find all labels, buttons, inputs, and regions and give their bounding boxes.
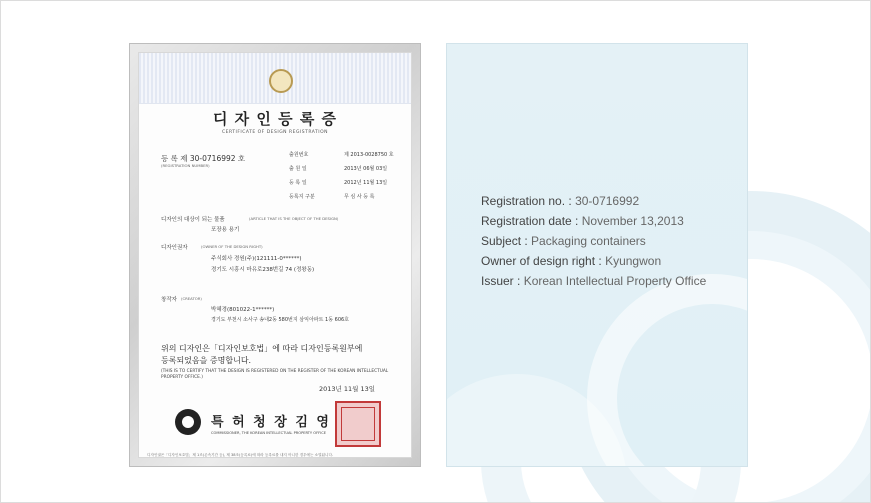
panel-decoration bbox=[587, 274, 748, 467]
certification-statement-en: (THIS IS TO CERTIFY THAT THE DESIGN IS REGISTERED ON THE REGISTER OF THE KOREAN INTELLECTUAL PROPERTY OFFICE.) bbox=[161, 369, 389, 380]
certification-statement bbox=[161, 343, 362, 367]
filing-label: 출 원 일 bbox=[289, 166, 307, 172]
registration-number-row bbox=[481, 191, 706, 211]
creator-label: 창작자 bbox=[161, 297, 177, 303]
issuer-row bbox=[481, 271, 706, 291]
class-label: 등록지 구분 bbox=[289, 194, 315, 200]
info-panel bbox=[446, 43, 748, 467]
issuer-value: Korean Intellectual Property Office bbox=[523, 274, 707, 288]
registration-number-value: 30-0716992 bbox=[575, 194, 640, 208]
official-seal-icon bbox=[335, 401, 381, 447]
commissioner-title-en: COMMISSIONER, THE KOREAN INTELLECTUAL PROPERTY OFFICE bbox=[211, 431, 327, 435]
registration-number: 등 록 제 30-0716992 호 bbox=[161, 154, 246, 163]
creator-address: 경기도 부천시 소사구 송내2동 580번지 삼익아파트 1동 606호 bbox=[211, 317, 350, 323]
article-value: 포장용 용기 bbox=[211, 227, 240, 233]
creator-name: 박혜경(801022-1******) bbox=[211, 307, 275, 313]
registration-date-value: November 13,2013 bbox=[581, 214, 684, 228]
registration-date-row bbox=[481, 211, 706, 231]
registration-details bbox=[481, 191, 706, 291]
certificate-sheet bbox=[138, 52, 412, 458]
kipo-logo-icon bbox=[175, 409, 201, 435]
owner-label: 디자인권자 bbox=[161, 245, 188, 251]
application-label: 출원번호 bbox=[289, 152, 309, 158]
registration-number-en: (REGISTRATION NUMBER) bbox=[161, 163, 210, 168]
issue-date: 2013년 11월 13일 bbox=[319, 385, 376, 393]
owner-name: 주식회사 경원(주)(121111-0******) bbox=[211, 256, 302, 262]
subject-label: Subject : bbox=[481, 234, 528, 248]
owner-address: 경기도 시흥시 마유로238번길 74 (정왕동) bbox=[211, 267, 315, 273]
filing-date: 2013년 06월 03일 bbox=[344, 166, 388, 172]
owner-label: Owner of design right : bbox=[481, 254, 602, 268]
commissioner-name: 특 허 청 장 김 영 bbox=[211, 415, 331, 430]
statement-line-2: 등록되었음을 증명합니다. bbox=[161, 356, 252, 365]
article-label-en: (ARTICLE THAT IS THE OBJECT OF THE DESIGN) bbox=[249, 216, 339, 221]
registration-date-label: Registration date : bbox=[481, 214, 579, 228]
registration-number-label: Registration no. : bbox=[481, 194, 572, 208]
certificate-image bbox=[129, 43, 421, 467]
subject-value: Packaging containers bbox=[531, 234, 646, 248]
certificate-title: 디 자 인 등 록 증 bbox=[212, 110, 338, 128]
application-number: 제 2013-0028750 호 bbox=[344, 152, 394, 158]
statement-line-1: 위의 디자인은「디자인보호법」에 따라 디자인등록원부에 bbox=[161, 344, 363, 353]
registration-date-label: 등 록 일 bbox=[289, 180, 307, 186]
subject-row bbox=[481, 231, 706, 251]
issuer-label: Issuer : bbox=[481, 274, 521, 288]
government-emblem-icon bbox=[269, 69, 293, 93]
class-value: 무 심 사 등 록 bbox=[344, 194, 375, 200]
creator-label-en: (CREATOR) bbox=[181, 296, 202, 301]
owner-row bbox=[481, 251, 706, 271]
article-label: 디자인의 대상이 되는 물품 bbox=[161, 217, 225, 223]
certificate-footnote: 디자인권은「디자인보호법」제 1조(존속기간 등), 제 38조(등록료)에 따라 등록료를 내지 아니한 경우에는 소멸됩니다. bbox=[147, 453, 334, 457]
owner-label-en: (OWNER OF THE DESIGN RIGHT) bbox=[201, 244, 263, 249]
certificate-subtitle: CERTIFICATE OF DESIGN REGISTRATION bbox=[221, 130, 329, 135]
registration-date: 2012년 11월 13일 bbox=[344, 180, 388, 186]
owner-value: Kyungwon bbox=[605, 254, 662, 268]
